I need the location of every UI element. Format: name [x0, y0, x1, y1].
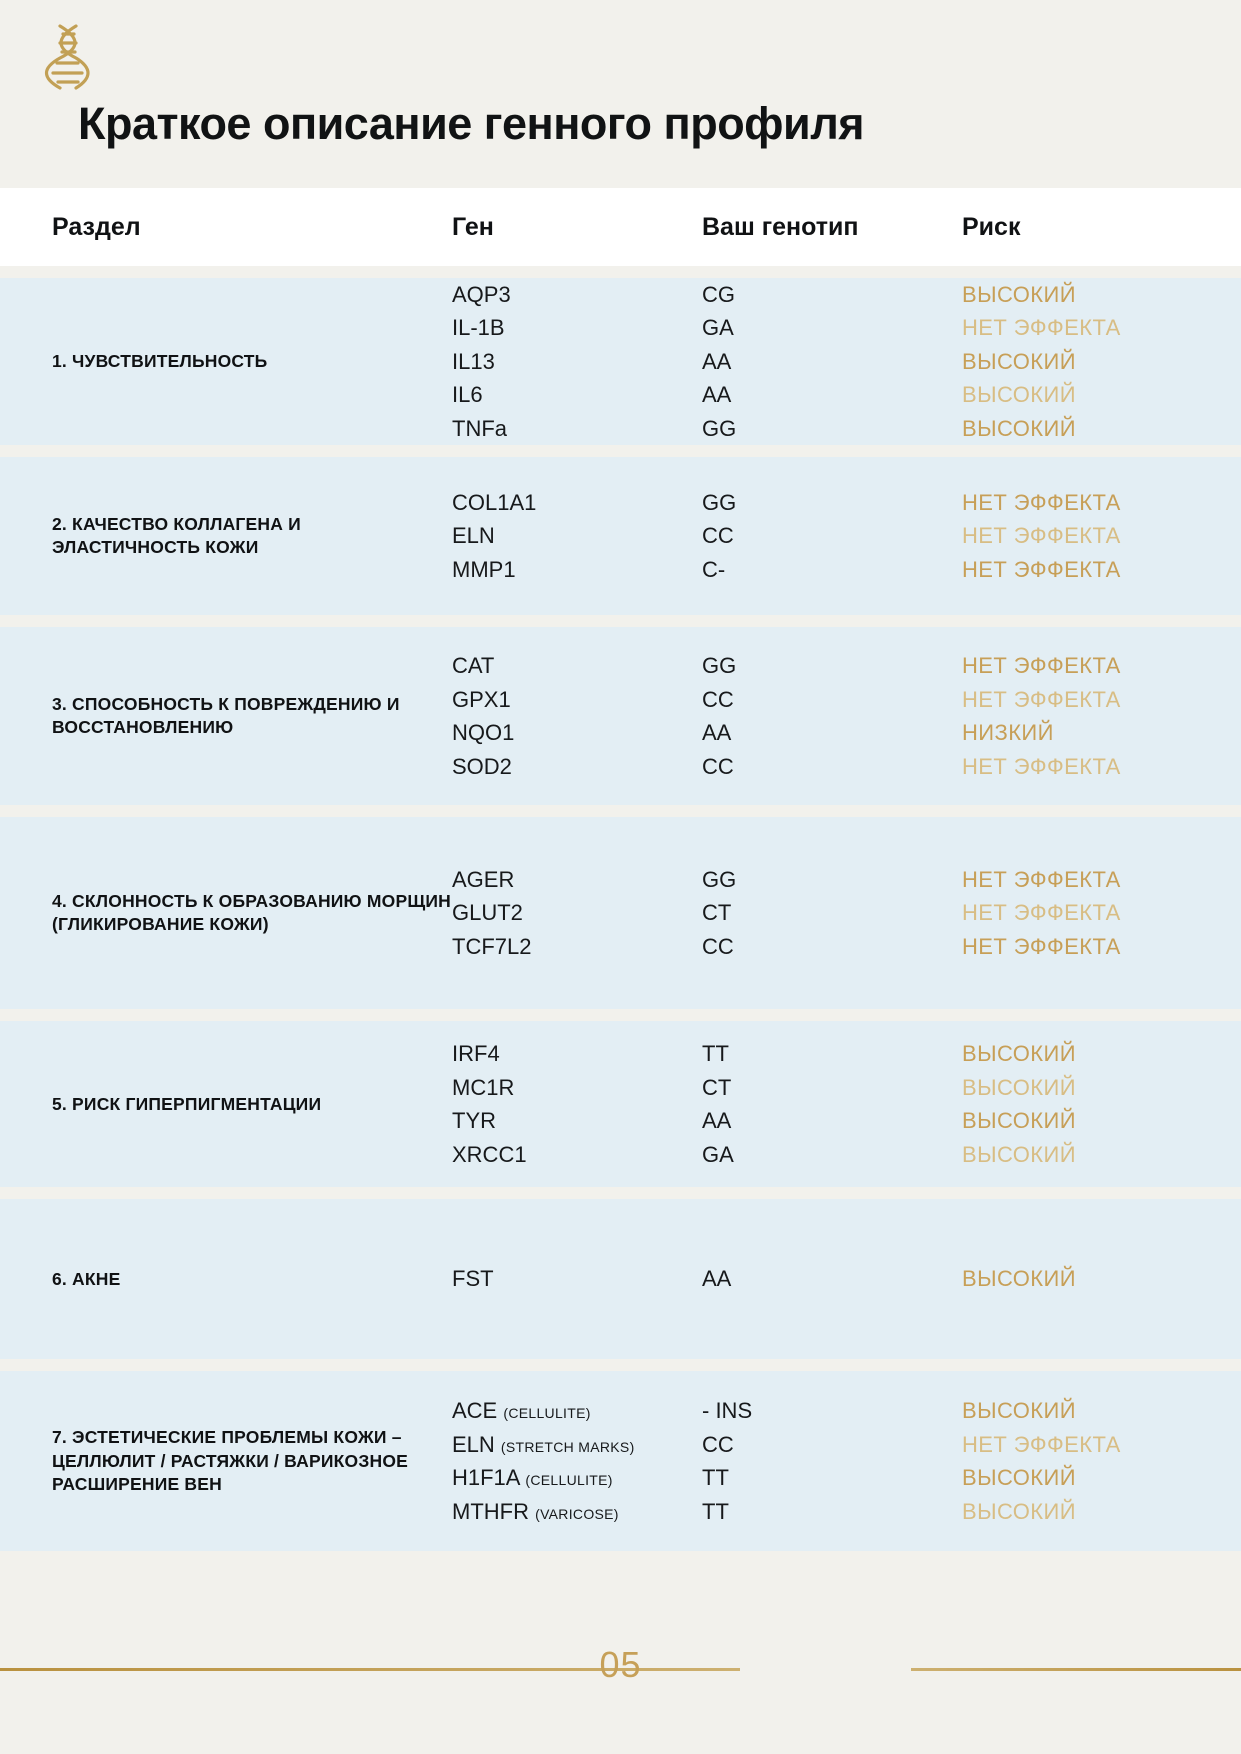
cell-section: 1. ЧУВСТВИТЕЛЬНОСТЬ: [52, 350, 268, 371]
gene-name: ACE: [452, 1398, 498, 1424]
gene-entry: [452, 1394, 702, 1427]
dna-helix-icon: [40, 22, 96, 92]
row-separator: [0, 805, 1241, 817]
page-footer: [0, 1636, 1241, 1754]
genotype-value: AA: [702, 1266, 732, 1292]
cell-genes: [452, 863, 702, 963]
cell-genes: [452, 278, 702, 445]
gene-name: TYR: [452, 1108, 496, 1134]
gene-entry: [452, 1104, 702, 1137]
page-number: 05: [599, 1644, 642, 1685]
gene-name: MC1R: [452, 1074, 515, 1100]
gene-entry: [452, 378, 702, 411]
gene-entry: [452, 863, 702, 896]
risk-value: ВЫСОКИЙ: [962, 1108, 1076, 1134]
gene-note: (CELLULITE): [503, 1405, 591, 1422]
risk-value: ВЫСОКИЙ: [962, 1041, 1076, 1067]
genotype-value: CG: [702, 282, 735, 307]
gene-entry: [452, 486, 702, 519]
table-header-row: [0, 188, 1241, 266]
gene-entry: [452, 1037, 702, 1070]
header-genotype: Ваш генотип: [702, 212, 859, 241]
risk-value: НЕТ ЭФФЕКТА: [962, 490, 1121, 516]
gene-entry: [452, 750, 702, 783]
cell-section: 4. СКЛОННОСТЬ К ОБРАЗОВАНИЮ МОРЩИН (ГЛИКИРОВАНИЕ КОЖИ): [52, 890, 451, 935]
table-row: [0, 817, 1241, 1009]
cell-risks: [962, 1394, 1211, 1528]
header-section: Раздел: [52, 212, 141, 241]
gene-name: CAT: [452, 653, 495, 679]
risk-value: НЕТ ЭФФЕКТА: [962, 753, 1121, 779]
gene-name: TNFa: [452, 415, 507, 441]
gene-entry: [452, 1495, 702, 1528]
cell-genotypes: [702, 649, 962, 783]
gene-entry: [452, 716, 702, 749]
genotype-value: CC: [702, 753, 734, 779]
genotype-value: GG: [702, 490, 737, 516]
gene-note: (CELLULITE): [525, 1472, 613, 1489]
row-separator: [0, 1009, 1241, 1021]
risk-value: ВЫСОКИЙ: [962, 1266, 1076, 1292]
risk-value: НЕТ ЭФФЕКТА: [962, 867, 1121, 893]
gene-entry: [452, 345, 702, 378]
gene-entry: [452, 930, 702, 963]
genotype-value: GA: [702, 315, 734, 341]
table-row: [0, 1021, 1241, 1187]
gene-entry: [452, 896, 702, 929]
risk-value: ВЫСОКИЙ: [962, 282, 1076, 307]
row-separator: [0, 615, 1241, 627]
page-title: Краткое описание генного профиля: [78, 98, 865, 149]
genotype-value: TT: [702, 1465, 729, 1491]
cell-genotypes: [702, 486, 962, 586]
gene-name: NQO1: [452, 720, 515, 746]
gene-profile-table: [0, 188, 1241, 1551]
cell-section: 5. РИСК ГИПЕРПИГМЕНТАЦИИ: [52, 1093, 322, 1114]
risk-value: НЕТ ЭФФЕКТА: [962, 653, 1121, 679]
cell-genotypes: [702, 1394, 962, 1528]
gene-name: IL6: [452, 382, 483, 408]
cell-risks: [962, 278, 1211, 445]
cell-genotypes: [702, 1037, 962, 1171]
genotype-value: CC: [702, 1431, 734, 1457]
genotype-value: AA: [702, 1108, 732, 1134]
genotype-value: TT: [702, 1498, 729, 1524]
gene-name: GPX1: [452, 686, 511, 712]
risk-value: ВЫСОКИЙ: [962, 348, 1076, 374]
cell-risks: [962, 486, 1211, 586]
gene-entry: [452, 1138, 702, 1171]
risk-value: ВЫСОКИЙ: [962, 415, 1076, 441]
gene-note: (STRETCH MARKS): [500, 1438, 635, 1455]
genotype-value: AA: [702, 382, 732, 408]
genotype-value: CC: [702, 686, 734, 712]
gene-name: GLUT2: [452, 900, 523, 926]
gene-name: AGER: [452, 867, 515, 893]
cell-genotypes: [702, 278, 962, 445]
gene-name: FST: [452, 1266, 494, 1292]
row-separator: [0, 1187, 1241, 1199]
header-gene: Ген: [452, 212, 494, 241]
genotype-value: CT: [702, 1074, 732, 1100]
risk-value: НЕТ ЭФФЕКТА: [962, 933, 1121, 959]
gene-name: SOD2: [452, 753, 512, 779]
header-risk: Риск: [962, 212, 1021, 241]
gene-name: ELN: [452, 523, 495, 549]
genotype-value: GG: [702, 653, 737, 679]
genotype-value: - INS: [702, 1398, 753, 1424]
gene-entry: [452, 683, 702, 716]
cell-genotypes: [702, 1262, 962, 1295]
risk-value: НЕТ ЭФФЕКТА: [962, 686, 1121, 712]
gene-name: COL1A1: [452, 490, 537, 516]
gene-entry: [452, 1262, 702, 1295]
gene-name: IRF4: [452, 1041, 500, 1067]
cell-genes: [452, 1037, 702, 1171]
genotype-value: GG: [702, 867, 737, 893]
cell-genotypes: [702, 863, 962, 963]
cell-section: 7. ЭСТЕТИЧЕСКИЕ ПРОБЛЕМЫ КОЖИ – ЦЕЛЛЮЛИТ / РАСТЯЖКИ / ВАРИКОЗНОЕ РАСШИРЕНИЕ ВЕН: [52, 1427, 408, 1494]
cell-risks: [962, 1262, 1211, 1295]
cell-genes: [452, 649, 702, 783]
risk-value: НЕТ ЭФФЕКТА: [962, 900, 1121, 926]
table-row: [0, 627, 1241, 805]
table-row: [0, 1371, 1241, 1551]
gene-entry: [452, 311, 702, 344]
gene-name: AQP3: [452, 282, 511, 307]
cell-genes: [452, 486, 702, 586]
risk-value: НЕТ ЭФФЕКТА: [962, 315, 1121, 341]
genotype-value: TT: [702, 1041, 729, 1067]
gene-name: IL13: [452, 348, 495, 374]
risk-value: НЕТ ЭФФЕКТА: [962, 523, 1121, 549]
cell-section: 3. СПОСОБНОСТЬ К ПОВРЕЖДЕНИЮ И ВОССТАНОВЛЕНИЮ: [52, 693, 400, 738]
genotype-value: AA: [702, 720, 732, 746]
cell-risks: [962, 863, 1211, 963]
gene-entry: [452, 1071, 702, 1104]
risk-value: НИЗКИЙ: [962, 720, 1054, 746]
table-row: [0, 278, 1241, 445]
row-separator: [0, 266, 1241, 278]
gene-name: TCF7L2: [452, 933, 532, 959]
genotype-value: CC: [702, 523, 734, 549]
row-separator: [0, 1359, 1241, 1371]
gene-name: ELN: [452, 1431, 495, 1457]
cell-genes: [452, 1394, 702, 1528]
table-row: [0, 1199, 1241, 1359]
risk-value: ВЫСОКИЙ: [962, 1141, 1076, 1167]
gene-entry: [452, 553, 702, 586]
row-separator: [0, 445, 1241, 457]
gene-name: IL-1B: [452, 315, 505, 341]
cell-section: 6. АКНЕ: [52, 1268, 121, 1289]
risk-value: НЕТ ЭФФЕКТА: [962, 556, 1121, 582]
gene-name: MMP1: [452, 556, 516, 582]
risk-value: ВЫСОКИЙ: [962, 1398, 1076, 1424]
gene-name: MTHFR: [452, 1498, 529, 1524]
genotype-value: AA: [702, 348, 732, 374]
risk-value: ВЫСОКИЙ: [962, 1498, 1076, 1524]
gene-entry: [452, 649, 702, 682]
genotype-value: GG: [702, 415, 737, 441]
genotype-value: C-: [702, 556, 726, 582]
gene-note: (VARICOSE): [535, 1505, 619, 1522]
gene-entry: [452, 278, 702, 311]
genotype-value: CC: [702, 933, 734, 959]
table-row: [0, 457, 1241, 615]
risk-value: ВЫСОКИЙ: [962, 382, 1076, 408]
cell-risks: [962, 1037, 1211, 1171]
gene-entry: [452, 1428, 702, 1461]
risk-value: ВЫСОКИЙ: [962, 1074, 1076, 1100]
gene-entry: [452, 519, 702, 552]
genotype-value: GA: [702, 1141, 734, 1167]
risk-value: ВЫСОКИЙ: [962, 1465, 1076, 1491]
cell-risks: [962, 649, 1211, 783]
cell-genes: [452, 1262, 702, 1295]
gene-entry: [452, 1461, 702, 1494]
genotype-value: CT: [702, 900, 732, 926]
cell-section: 2. КАЧЕСТВО КОЛЛАГЕНА И ЭЛАСТИЧНОСТЬ КОЖИ: [52, 513, 301, 558]
table-body: [0, 266, 1241, 1551]
risk-value: НЕТ ЭФФЕКТА: [962, 1431, 1121, 1457]
gene-entry: [452, 412, 702, 445]
page-header: [0, 0, 1241, 188]
gene-name: XRCC1: [452, 1141, 527, 1167]
gene-name: H1F1A: [452, 1465, 520, 1491]
